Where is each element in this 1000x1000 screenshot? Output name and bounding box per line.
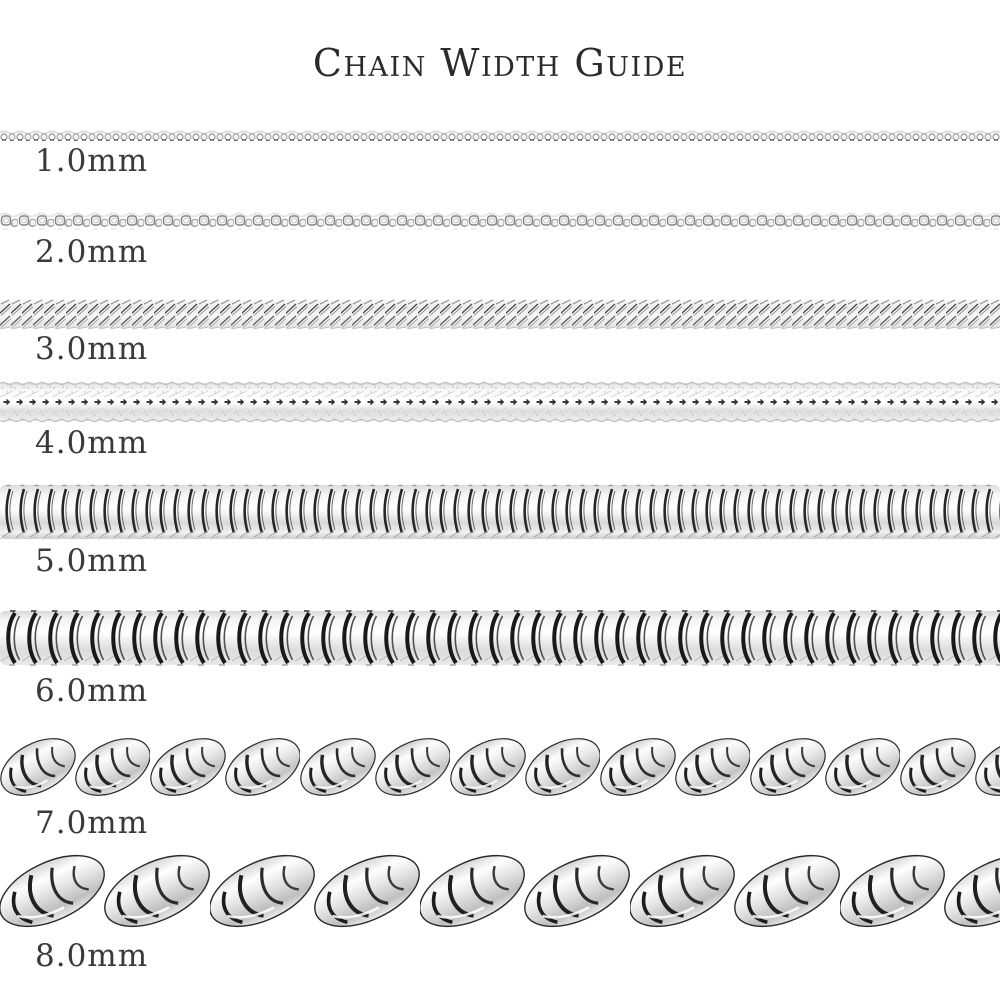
chain-row-4mm <box>0 381 1000 423</box>
chain-row-7mm <box>0 731 1000 803</box>
rope-chain-image-8mm <box>0 849 1000 933</box>
chain-width-label-4mm: 4.0mm <box>35 425 149 461</box>
chain-width-label-1mm: 1.0mm <box>35 143 149 179</box>
chain-row-8mm <box>0 849 1000 933</box>
chain-width-label-7mm: 7.0mm <box>35 805 149 841</box>
chain-row-6mm <box>0 609 1000 667</box>
chain-row-1mm <box>0 129 1000 143</box>
chain-width-label-5mm: 5.0mm <box>35 543 149 579</box>
snake-chain-image-3mm <box>0 298 1000 330</box>
chain-row-2mm <box>0 210 1000 234</box>
snake-chain-image-4mm <box>0 381 1000 423</box>
chain-width-label-3mm: 3.0mm <box>35 331 149 367</box>
chain-row-5mm <box>0 483 1000 541</box>
snake-chain-image-5mm <box>0 483 1000 541</box>
rope-chain-image-7mm <box>0 731 1000 803</box>
chain-width-label-2mm: 2.0mm <box>35 234 149 270</box>
box-chain-image-1mm <box>0 129 1000 143</box>
chain-row-3mm <box>0 298 1000 330</box>
box-chain-image-2mm <box>0 210 1000 234</box>
chain-width-label-8mm: 8.0mm <box>35 938 149 974</box>
snake-chain-image-6mm <box>0 609 1000 667</box>
page-title: Chain Width Guide <box>312 41 688 86</box>
chain-width-label-6mm: 6.0mm <box>35 673 149 709</box>
